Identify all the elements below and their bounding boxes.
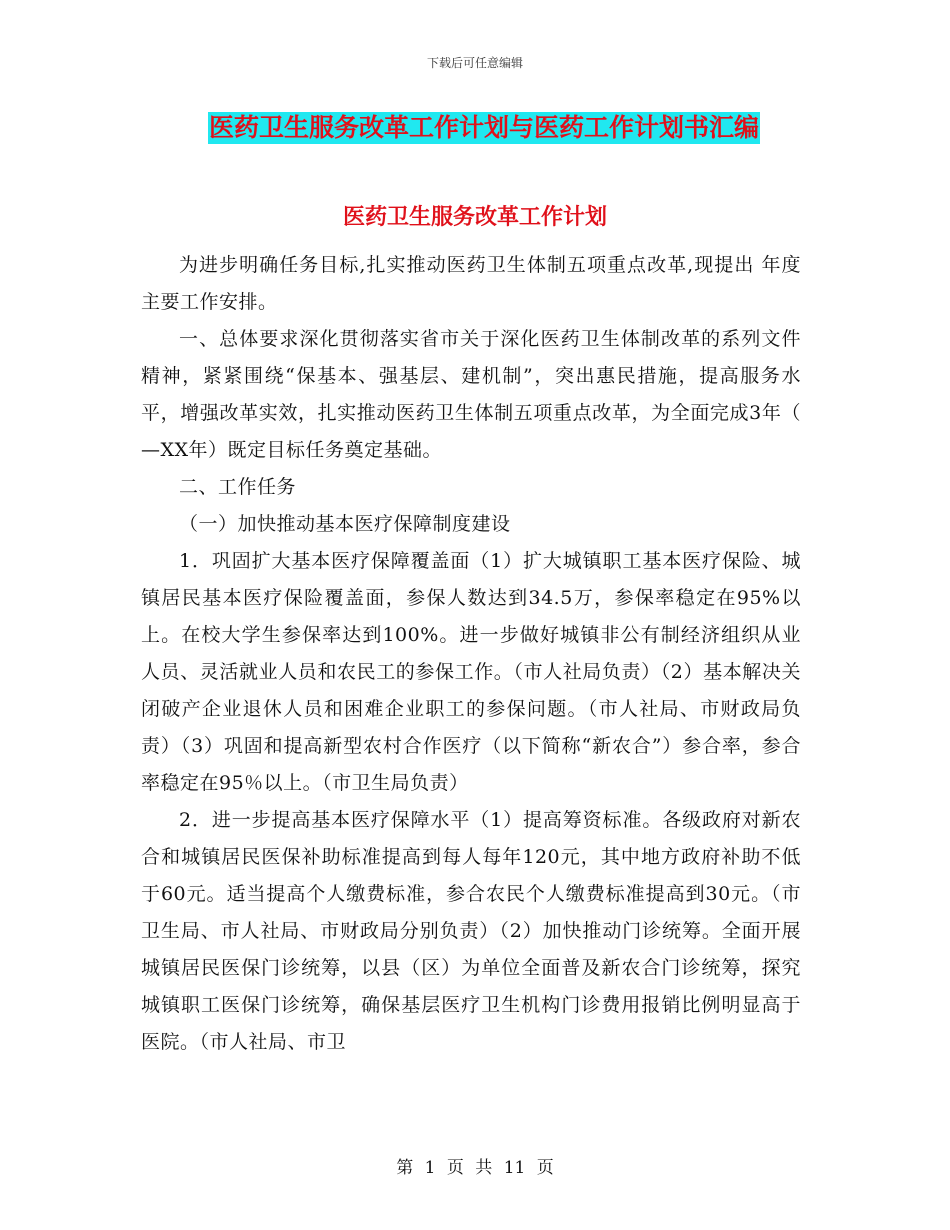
paragraph-subsection-heading: （一）加快推动基本医疗保障制度建设: [179, 513, 511, 535]
document-main-title: 医药卫生服务改革工作计划与医药工作计划书汇编: [209, 113, 760, 142]
paragraph-item-2: 2．进一步提高基本医疗保障水平（1）提高筹资标准。各级政府对新农合和城镇居民医保补助标准提高到每人每年120元，其中地方政府补助不低于60元。适当提高个人缴费标准，参合农民个人缴费标准提高到30元。（市卫生局、市人社局、市财政局分别负责）（2）加快推动门诊统筹。全面开展城镇居民医保门诊统筹，以县（区）为单位全面普及新农合门诊统筹，探究城镇职工医保门诊统筹，确保基层医疗卫生机构门诊费用报销比例明显高于医院。（市人社局、市卫: [141, 809, 801, 1053]
document-body: [141, 247, 801, 1061]
section-title: 医药卫生服务改革工作计划: [342, 204, 607, 230]
page-number-footer: 第 1 页 共 11 页: [396, 1158, 554, 1178]
paragraph-item-1: 1．巩固扩大基本医疗保障覆盖面（1）扩大城镇职工基本医疗保险、城镇居民基本医疗保险覆盖面，参保人数达到34.5万，参保率稳定在95%以上。在校大学生参保率达到100%。进一步做好城镇非公有制经济组织从业人员、灵活就业人员和农民工的参保工作。（市人社局负责）（2）基本解决关闭破产企业退休人员和困难企业职工的参保问题。（市人社局、市财政局负责）（3）巩固和提高新型农村合作医疗（以下简称“新农合”）参合率，参合率稳定在95％以上。（市卫生局负责）: [141, 550, 801, 794]
header-note: 下载后可任意编辑: [426, 56, 523, 70]
paragraph-general-requirements: 一、总体要求深化贯彻落实省市关于深化医药卫生体制改革的系列文件精神，紧紧围绕“保基本、强基层、建机制”，突出惠民措施，提高服务水平，增强改革实效，扎实推动医药卫生体制五项重点改革，为全面完成3年（ —XX年）既定目标任务奠定基础。: [141, 328, 801, 461]
paragraph-work-tasks-heading: 二、工作任务: [179, 476, 297, 498]
paragraph-intro: 为进步明确任务目标,扎实推动医药卫生体制五项重点改革,现提出 年度主要工作安排。: [141, 254, 801, 313]
